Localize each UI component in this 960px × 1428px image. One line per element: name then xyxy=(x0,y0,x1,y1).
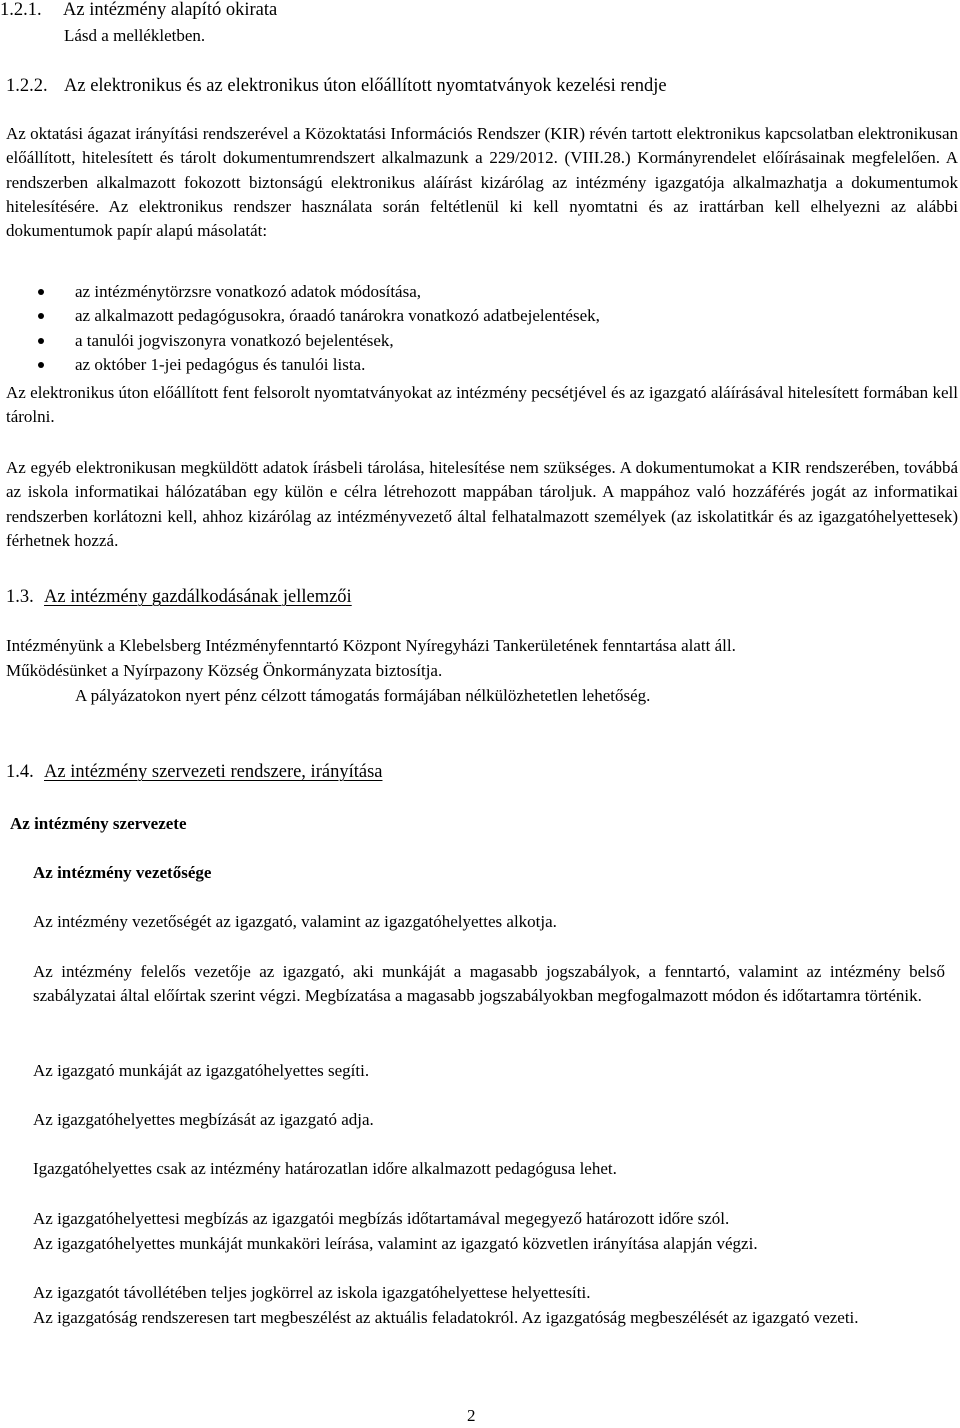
grants-line: A pályázatokon nyert pénz célzott támogatás formájában nélkülözhetetlen lehetőség. xyxy=(75,686,651,705)
section-1-2-1-heading xyxy=(0,0,277,22)
printed-documents-list xyxy=(37,280,600,377)
section-number: 1.4. xyxy=(6,762,34,782)
kir-paragraph: Az oktatási ágazat irányítási rendszerével a Közoktatási Információs Rendszer (KIR) révén tartott elektronikus kapcsolatban elektronikusan előállított, hitelesített és tárolt dokumentumrendszert alkalmazunk a 229/2012. (VIII.28.) Kormányrendelet előírásainak megfelelően. A rendszerben alkalmazott fokozott biztonságú elektronikus aláírást kizárólag az intézmény igazgatója alkalmazhatja a dokumentumok hitelesítésére. Az elektronikus rendszer használata során feltétlenül ki kell nyomtatni és az irattárban kell elhelyezni az alábbi dokumentumok papír alapú másolatát: xyxy=(6,124,958,241)
section-title: Az intézmény alapító okirata xyxy=(63,0,278,20)
bullet-icon xyxy=(38,362,44,368)
section-number: 1.2.2. xyxy=(6,76,48,96)
organization-subheading: Az intézmény szervezete xyxy=(10,814,187,833)
funding-line: Működésünket a Nyírpazony Község Önkormányzata biztosítja. xyxy=(6,661,443,680)
storage-paragraph: Az elektronikus úton előállított fent felsorolt nyomtatványokat az intézmény pecsétjével és az igazgató aláírásával hitelesített formában kell tárolni. xyxy=(6,383,958,427)
list-item: az alkalmazott pedagógusokra, óraadó tanárokra vonatkozó adatbejelentések, xyxy=(37,304,600,328)
bullet-icon xyxy=(38,289,44,295)
list-item: az intézménytörzsre vonatkozó adatok módosítása, xyxy=(37,280,600,304)
section-title: Az intézmény szervezeti rendszere, irányítása xyxy=(44,762,383,782)
section-1-4-heading xyxy=(6,760,382,784)
page-number: 2 xyxy=(467,1406,476,1425)
list-item: az október 1-jei pedagógus és tanulói lista. xyxy=(37,353,600,377)
section-title: Az intézmény gazdálkodásának jellemzői xyxy=(44,587,352,607)
deputy-duties-paragraph: Az igazgatóhelyettes munkáját munkaköri leírása, valamint az igazgató közvetlen irányítása alapján végzi. xyxy=(33,1234,758,1253)
deputy-appointment-paragraph: Az igazgatóhelyettes megbízását az igazgató adja. xyxy=(33,1110,374,1129)
substitution-line: Az igazgatót távollétében teljes jogkörrel az iskola igazgatóhelyettese helyettesíti. xyxy=(33,1283,591,1302)
maintainer-line: Intézményünk a Klebelsberg Intézményfenntartó Központ Nyíregyházi Tankerületének fenntartása alatt áll. xyxy=(6,636,736,655)
appendix-reference: Lásd a mellékletben. xyxy=(64,26,206,45)
other-data-paragraph: Az egyéb elektronikusan megküldött adatok írásbeli tárolása, hitelesítése nem szükséges. A dokumentumokat a KIR rendszerében, továbbá az iskola informatikai hálózatában egy külön e célra létrehozott mappában tároljuk. A mappához való hozzáférés jogát az informatikai rendszerben korlátozni kell, ahhoz kizárólag az intézményvezető által felhatalmazott személyek (az iskolatitkár és az igazgatóhelyettesek) férhetnek hozzá. xyxy=(6,458,958,550)
deputy-helps-paragraph: Az igazgató munkáját az igazgatóhelyettes segíti. xyxy=(33,1061,370,1080)
section-1-2-2-heading xyxy=(6,74,667,98)
director-paragraph: Az intézmény felelős vezetője az igazgató, aki munkáját a magasabb jogszabályok, a fenntartó, valamint az intézmény belső szabályzatai által előírtak szerint végzi. Megbízatása a magasabb jogszabályokban megfogalmazott módon és időtartamra történik. xyxy=(33,962,945,1006)
deputy-term-line: Az igazgatóhelyettesi megbízás az igazgatói megbízás időtartamával megegyező határozott időre szól. xyxy=(33,1209,730,1228)
section-number: 1.2.1. xyxy=(0,0,42,20)
bullet-icon xyxy=(38,313,44,319)
section-1-3-heading xyxy=(6,585,352,609)
meetings-paragraph: Az igazgatóság rendszeresen tart megbeszélést az aktuális feladatokról. Az igazgatóság megbeszélését az igazgató vezeti. xyxy=(33,1308,859,1327)
list-item: a tanulói jogviszonyra vonatkozó bejelentések, xyxy=(37,329,600,353)
deputy-eligibility-paragraph: Igazgatóhelyettes csak az intézmény határozatlan időre alkalmazott pedagógusa lehet. xyxy=(33,1159,617,1178)
management-subheading: Az intézmény vezetősége xyxy=(33,863,212,882)
section-title: Az elektronikus és az elektronikus úton előállított nyomtatványok kezelési rendje xyxy=(64,76,667,96)
section-number: 1.3. xyxy=(6,587,34,607)
bullet-icon xyxy=(38,338,44,344)
management-paragraph: Az intézmény vezetőségét az igazgató, valamint az igazgatóhelyettes alkotja. xyxy=(33,912,557,931)
